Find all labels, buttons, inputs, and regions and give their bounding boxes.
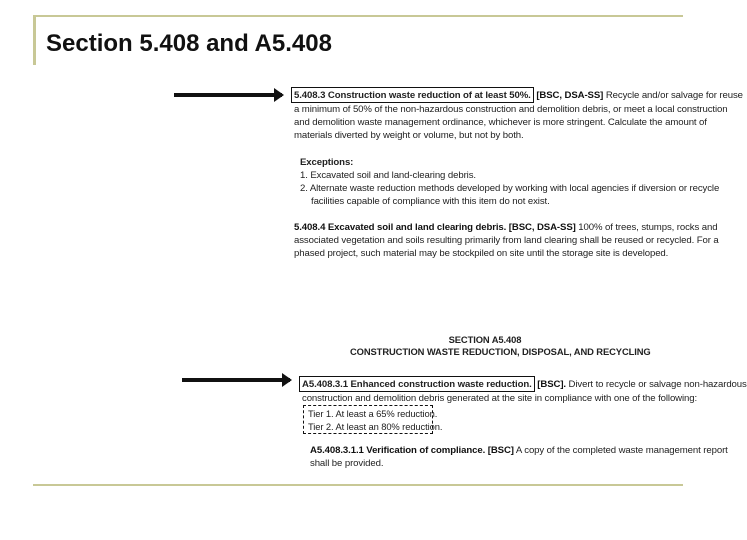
frame-bottom-rule [33,484,683,486]
section-5408-4-line3: phased project, such material may be stockpiled on site until the storage site is developed. [294,248,669,259]
section-a5408-subtitle: CONSTRUCTION WASTE REDUCTION, DISPOSAL, AND RECYCLING [350,346,651,357]
section-5408-4-paragraph [294,221,719,260]
frame-top-rule [33,15,683,17]
section-a5408-3-1-1-line2: shall be provided. [310,458,384,469]
section-5408-3-heading-box [291,87,534,103]
section-a5408-3-1-paragraph [302,376,747,405]
section-5408-4-line1-rest: 100% of trees, stumps, rocks and [575,222,718,233]
section-a5408-3-1-tag: [BSC]. [537,379,566,390]
section-5408-4-heading: 5.408.4 Excavated soil and land clearing debris. [BSC, DSA-SS] [294,222,576,233]
section-5408-3-line4: materials diverted by weight or volume, but not by both. [294,130,524,141]
section-a5408-header [350,334,651,358]
pointer-arrow-5408-3 [174,93,282,97]
section-a5408-title: SECTION A5.408 [448,334,522,345]
exception-item-2-line2: facilities capable of compliance with this item do not exist. [311,196,550,207]
section-a5408-3-1-heading-box [299,376,535,392]
section-a5408-3-1-line1 [302,376,747,392]
section-5408-3-heading: 5.408.3 Construction waste reduction of at least 50%. [294,90,531,101]
section-5408-3-tags: [BSC, DSA-SS] [536,90,604,101]
tier-2-item: Tier 2. At least an 80% reduction. [308,421,443,432]
section-5408-3-line3: and demolition waste management ordinance, whichever is more stringent. Calculate the amount of [294,117,707,128]
section-a5408-3-1-1-line1 [310,444,728,457]
frame-left-accent [33,15,36,65]
tier-1-item: Tier 1. At least a 65% reduction. [308,408,438,419]
section-a5408-3-1-1-line1-rest: A copy of the completed waste management report [513,445,728,456]
section-5408-4-line1 [294,221,718,234]
section-5408-3-line1-rest: Recycle and/or salvage for reuse [603,90,743,101]
section-a5408-3-1-line2: construction and demolition debris generated at the site in compliance with one of the following: [302,393,698,404]
exception-item-1: 1. Excavated soil and land-clearing debris. [300,170,476,181]
section-5408-3-paragraph [294,87,743,142]
exceptions-block [300,156,720,208]
section-a5408-3-1-line1-rest: Divert to recycle or salvage non-hazardous [565,379,747,390]
exceptions-heading: Exceptions: [300,157,354,168]
tier-options-box [303,405,443,434]
section-a5408-3-1-1-heading: A5.408.3.1.1 Verification of compliance. [BSC] [310,445,514,456]
section-5408-4-line2: associated vegetation and soils resulting primarily from land clearing shall be reused or recycled. For a [294,235,719,246]
pointer-arrow-a5408-3-1 [182,378,290,382]
section-a5408-3-1-1-paragraph [310,444,728,470]
exception-item-2-line1: 2. Alternate waste reduction methods developed by working with local agencies if diversion or recycle [300,183,720,194]
section-5408-3-line1 [294,87,743,103]
section-5408-3-line2: a minimum of 50% of the non-hazardous construction and demolition debris, or meet a local construction [294,104,728,115]
section-a5408-3-1-heading: A5.408.3.1 Enhanced construction waste reduction. [302,379,532,390]
slide-title: Section 5.408 and A5.408 [46,30,332,57]
